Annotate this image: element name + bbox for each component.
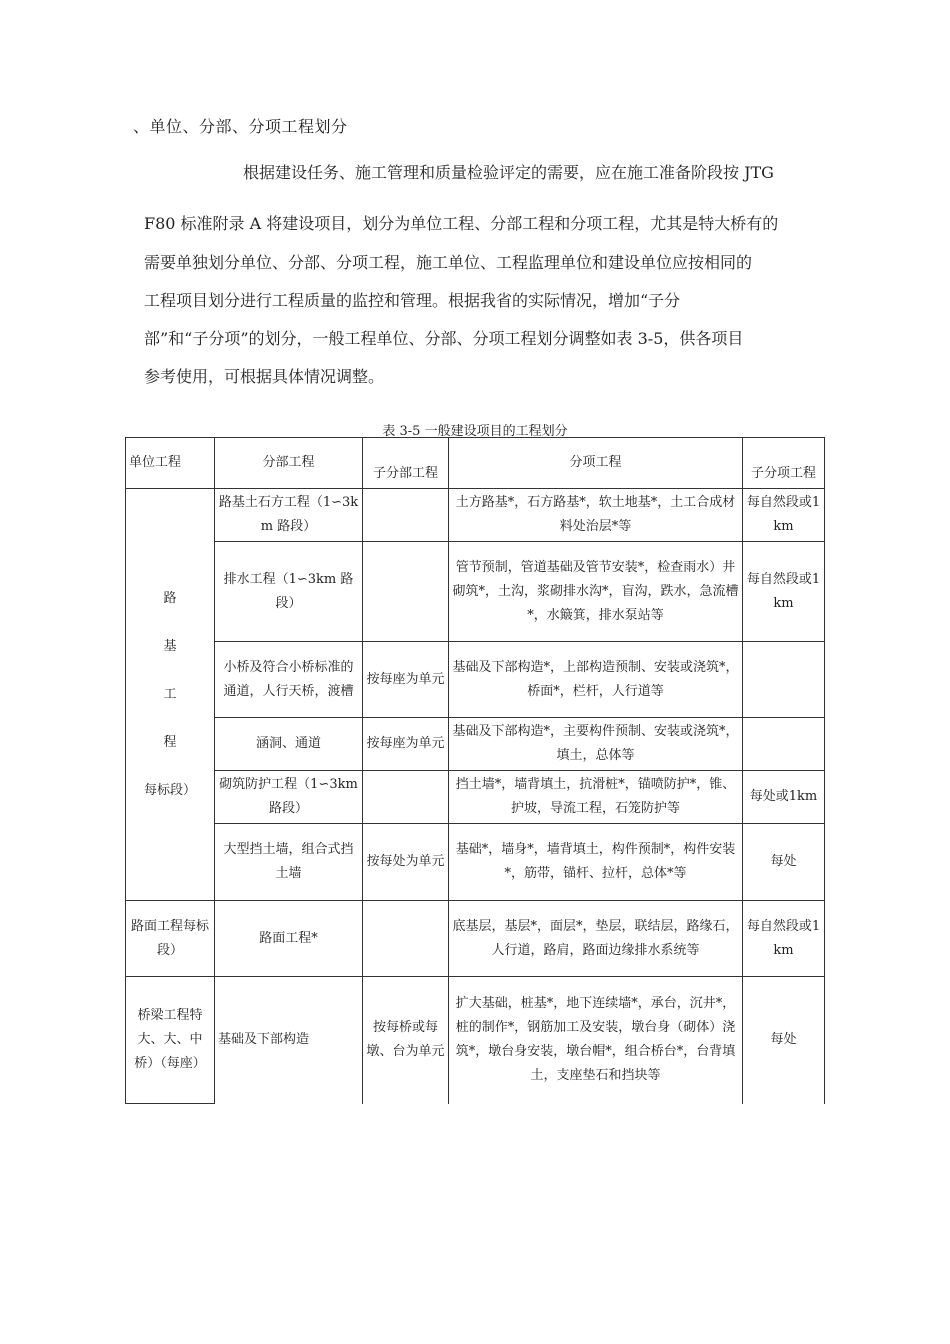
subitem-cell: 每处 xyxy=(743,977,825,1104)
section-heading: 、单位、分部、分项工程划分 xyxy=(133,117,348,136)
item-cell: 挡土墙*，墙背填土，抗滑桩*，锚喷防护*，锥、护坡，导流工程，石笼防护等 xyxy=(449,771,743,824)
table-row xyxy=(126,489,825,542)
paragraph-line: 根据建设任务、施工管理和质量检验评定的需要，应在施工准备阶段按 JTG xyxy=(243,163,774,182)
subpart-cell: 按每桥或每墩、台为单元 xyxy=(363,977,449,1104)
part-cell: 大型挡土墙，组合式挡土墙 xyxy=(215,824,363,901)
item-cell: 扩大基础，桩基*，地下连续墙*，承台，沉井*，桩的制作*，钢筋加工及安装，墩台身（砌体）浇筑*，墩台身安装，墩台帽*，组合桥台*，台背填土，支座垫石和挡块等 xyxy=(449,977,743,1104)
item-cell: 底基层，基层*，面层*，垫层，联结层，路缘石，人行道，路肩，路面边缘排水系统等 xyxy=(449,901,743,977)
header-cell: 分部工程 xyxy=(215,438,363,489)
table-caption: 表 3-5 一般建设项目的工程划分 xyxy=(382,424,568,439)
subitem-cell: 每自然段或1km xyxy=(743,489,825,542)
table-row xyxy=(126,718,825,771)
subpart-cell xyxy=(363,489,449,542)
item-cell: 基础及下部构造*，上部构造预制、安装或浇筑*，桥面*，栏杆，人行道等 xyxy=(449,642,743,718)
subitem-cell: 每处 xyxy=(743,824,825,901)
subpart-cell: 按每座为单元 xyxy=(363,718,449,771)
part-cell: 砌筑防护工程（1∽3km 路段） xyxy=(215,771,363,824)
table-row xyxy=(126,771,825,824)
subpart-cell: 按每座为单元 xyxy=(363,642,449,718)
part-cell: 涵洞、通道 xyxy=(215,718,363,771)
subitem-cell xyxy=(743,718,825,771)
header-cell: 子分项工程 xyxy=(743,438,825,489)
part-cell: 基础及下部构造 xyxy=(215,977,363,1104)
table-row xyxy=(126,824,825,901)
part-cell: 小桥及符合小桥标准的通道，人行天桥，渡槽 xyxy=(215,642,363,718)
item-cell: 基础*，墙身*，墙背填土，构件预制*，构件安装*，筋带，锚杆、拉杆，总体*等 xyxy=(449,824,743,901)
table-row xyxy=(126,977,825,1104)
subpart-cell xyxy=(363,542,449,642)
subpart-cell xyxy=(363,901,449,977)
item-cell: 管节预制，管道基础及管节安装*，检查雨水）井砌筑*，土沟，浆砌排水沟*，盲沟，跌水，急流槽*，水簸箕，排水泵站等 xyxy=(449,542,743,642)
subitem-cell: 每自然段或1km xyxy=(743,542,825,642)
header-cell: 子分部工程 xyxy=(363,438,449,489)
work-division-table xyxy=(125,437,825,1104)
paragraph-line: 参考使用，可根据具体情况调整。 xyxy=(144,367,385,386)
unit-cell-subgrade: 路 基 工 程 每标段） xyxy=(126,489,215,901)
subpart-cell: 按每处为单元 xyxy=(363,824,449,901)
paragraph-line: 工程项目划分进行工程质量的监控和管理。根据我省的实际情况，增加“子分 xyxy=(144,291,681,310)
subitem-cell: 每处或1km xyxy=(743,771,825,824)
unit-cell-bridge: 桥梁工程特大、大、中桥）（每座） xyxy=(126,977,215,1104)
paragraph-line: 部”和“子分项”的划分，一般工程单位、分部、分项工程划分调整如表 3-5，供各项目 xyxy=(144,329,744,348)
unit-cell-pavement: 路面工程每标段） xyxy=(126,901,215,977)
subpart-cell xyxy=(363,771,449,824)
table-header-row xyxy=(126,438,825,489)
part-cell: 路基土石方工程（1∽3km 路段） xyxy=(215,489,363,542)
table-row xyxy=(126,542,825,642)
part-cell: 排水工程（1∽3km 路段） xyxy=(215,542,363,642)
paragraph-line: 需要单独划分单位、分部、分项工程，施工单位、工程监理单位和建设单位应按相同的 xyxy=(144,253,753,272)
header-cell: 分项工程 xyxy=(449,438,743,489)
part-cell: 路面工程* xyxy=(215,901,363,977)
table-row xyxy=(126,901,825,977)
subitem-cell xyxy=(743,642,825,718)
header-cell: 单位工程 xyxy=(126,438,215,489)
subitem-cell: 每自然段或1km xyxy=(743,901,825,977)
item-cell: 基础及下部构造*，主要构件预制、安装或浇筑*，填土，总体等 xyxy=(449,718,743,771)
table-row xyxy=(126,642,825,718)
paragraph-line: F80 标准附录 A 将建设项目，划分为单位工程、分部工程和分项工程，尤其是特大桥有的 xyxy=(144,214,779,233)
item-cell: 土方路基*，石方路基*，软土地基*，土工合成材料处治层*等 xyxy=(449,489,743,542)
